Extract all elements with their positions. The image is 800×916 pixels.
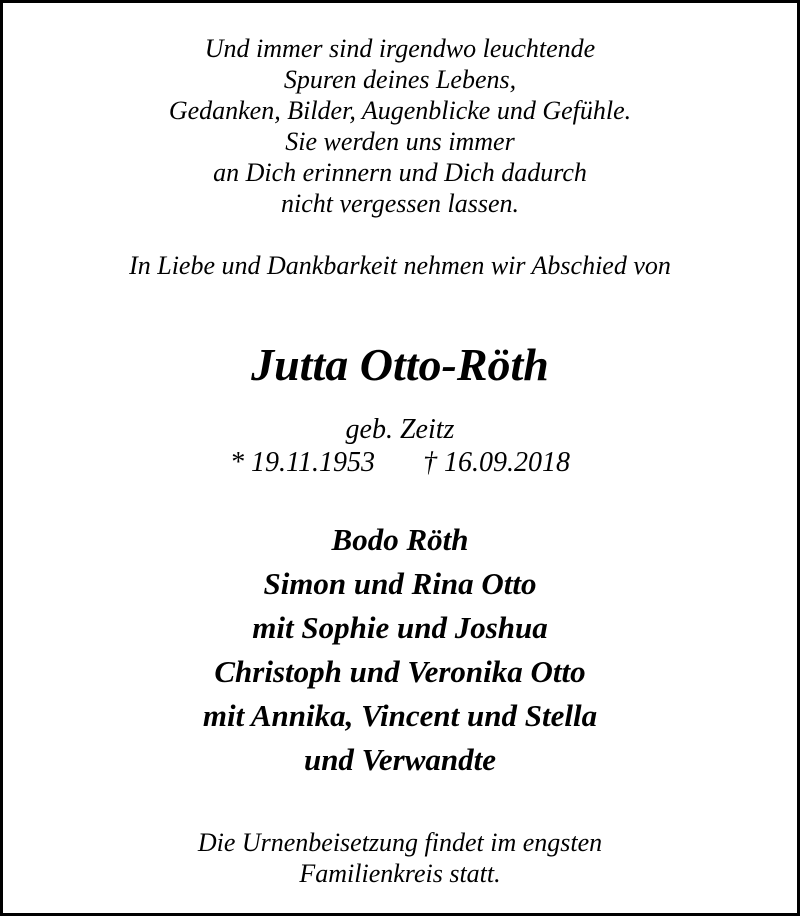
death-date: † 16.09.2018 (422, 447, 570, 478)
burial-notice (3, 827, 797, 889)
poem-line: Gedanken, Bilder, Augenblicke und Gefühle. (168, 96, 632, 125)
mourner-line: Christoph und Veronika Otto (214, 654, 586, 689)
poem-line: Spuren deines Lebens, (283, 65, 517, 94)
mourner-line: mit Annika, Vincent und Stella (202, 698, 598, 733)
poem-line: an Dich erinnern und Dich dadurch (213, 158, 587, 187)
memorial-poem (3, 33, 797, 219)
mourner-line: Bodo Röth (331, 522, 469, 557)
farewell-line: In Liebe und Dankbarkeit nehmen wir Abschied von (129, 251, 671, 280)
mourner-line: und Verwandte (303, 742, 497, 777)
notice-line: Familienkreis statt. (299, 859, 501, 888)
birth-name: geb. Zeitz (345, 414, 455, 445)
birth-date: * 19.11.1953 (230, 447, 375, 478)
poem-line: Sie werden uns immer (285, 127, 515, 156)
mourner-line: mit Sophie und Joshua (252, 610, 548, 645)
poem-line: Und immer sind irgendwo leuchtende (204, 34, 596, 63)
mourners-list (3, 518, 797, 782)
life-dates (3, 446, 797, 480)
poem-line: nicht vergessen lassen. (280, 189, 520, 218)
deceased-name: Jutta Otto-Röth (251, 339, 549, 390)
mourner-line: Simon und Rina Otto (263, 566, 537, 601)
notice-line: Die Urnenbeisetzung findet im engsten (197, 828, 603, 857)
